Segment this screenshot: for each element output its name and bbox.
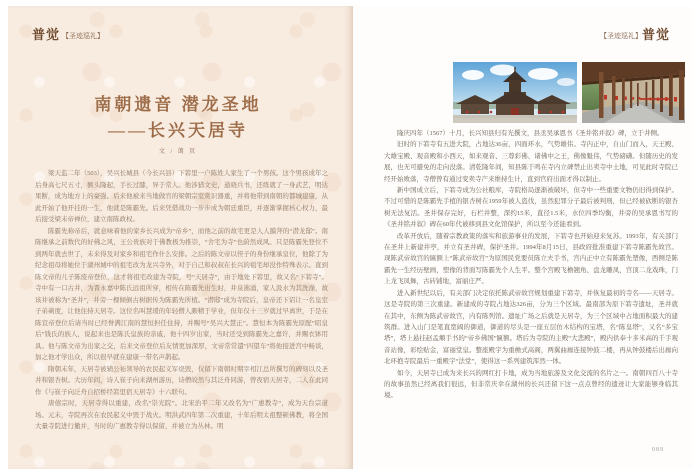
paragraph: 梁天监二年（503），吴兴长城县（今长兴县）下箬里一户陈姓人家生了一个男孩。这个男孩成年之后身高七尺五寸，额头隆起，手长过膝，异于常人。他涉猎文史，通晓兵书，还练就了一身武艺，明达果断，成为地方上的豪强。后来他被来当地做官的梁朝宗室赏识器重，并将他带到南朝的都城建康，从此开始了他开挂的一生，他就是陈霸先。后来凭借战功一步步成为朝廷重臣，并逐渐掌握核心权力，最后接受梁末帝禅位，建立南陈政权。: [35, 170, 328, 223]
page-number: 089: [652, 447, 664, 453]
article-byline: 文 / 蔼 页: [158, 149, 198, 155]
left-page-body: [35, 168, 328, 450]
right-page-header: [598, 24, 670, 44]
section-tag: 【圣迹巡礼】: [62, 32, 105, 40]
article-title-line1: 南朝遗音 潜龙圣地: [94, 95, 262, 114]
left-page: [8, 6, 353, 469]
paragraph: 旧时的下箬寺有五进大院，占地达36亩，四面环水，气势雄伟。寺内正中，自山门而入，天王殿、大雄宝殿、观音殿和小西天，如来观音、三尊彩佛、诸佛中之王，佛像魁伟，气势磅礴。但随历史的发展，也无可避免的走向没落。清乾隆年间，知县陈于鸣在寺内立碑禁止出卖寺中土地，可见此时寺院已经开始败落，寺僧曾有通过变卖寺产来维持生计，直到官府出面才得以制止。: [384, 141, 678, 183]
brand-logo: 普觉: [641, 27, 670, 42]
paragraph: 新中国成立后，下箬寺成为公社粮库，寺院格局逐渐被破坏，但寺中一些重要文物仍旧得到保护。不过可惜的是陈霸先手植的银杏树在1959年被人盗伐，虽然犯罪分子最后被判刑，但已经被砍断的银杏树无法复活。圣井保存完好，石栏井整，深约15米，直径1.5米，水位四季均衡，井旁的吴承恩书写的《圣井铭并叙》碑在60年代被移到县文化馆保护，所以至今还能看到。: [384, 187, 678, 229]
paragraph: 进入新世纪以后，有关部门决定依托陈武帝故宫规划重建下箬寺，并恢复最初的寺名——天居寺。这是寺院的第三次重建。新建成的寺院占地达326亩，分为三个区域。最南部为原下箬寺遗址，圣井就在其中，东侧为陈武帝故宫，内有陈列馆。遗址广场之后就是天居寺，为三个区域中占地面积最大的建筑群。进入山门是笔直宽阔的御道，御道的尽头是一座五层仿木结构的宝塔，名“陈皇塔”，又名“多宝塔”，塔上悬挂赵孟頫手书的“帝乡佛国”匾额。塔后为寺院的主殿“大悲殿”，殿内供奉十多米高的千手观音站像，彩绘贴金，富丽堂皇。整座殿宇为重檐式高阁，两翼曲廊连接钟鼓二楼，再从钟鼓楼后出廊向北环抱寺院最后一重殿宇“法堂”，使得这一系列建筑浑然一体。: [384, 289, 678, 366]
right-page: [353, 6, 692, 469]
brand-logo: 普觉: [32, 27, 61, 42]
article-title-line2: ——长兴天居寺: [108, 121, 248, 140]
right-page-body: [384, 128, 678, 428]
temple-illustration: [453, 62, 577, 123]
paragraph: 隋朝末年，天居寺被辅公祏领导的农民起义军烧毁，仅留下南朝时期宰相江总所撰写的碑刻以及圣井和银杏树。大历年间，诗人崔子向来湖州游历，诗僧皎然与其泛舟同游，曾夜宿天居寺，二人在此同作《与崔子向泛舟自招桥经箬里宿天居寺》十六联句。: [35, 365, 328, 396]
photo-temple-front: [453, 62, 577, 123]
magazine-spread: [8, 6, 692, 469]
photo-lantern-corridor: [582, 62, 685, 123]
paragraph: 唐僖宗时，天居寺得以重建，改名“崇光院”。北宋治平二年又改名为“广惠教寺”，成为天台宗道场。元末，寺院再次在农民起义中毁于战火。明洪武四年第二次重建，十年后明太祖整顿佛教，将全国大量寺院进行撤并，当时的广惠教寺得以保留，并被立为丛林。明: [35, 400, 328, 430]
corridor-illustration: [582, 62, 685, 123]
paragraph: 陈霸先称帝后，就意味着他的家乡长兴成为“帝乡”，而他之前的故宅更是人人膜拜的“潜龙邸”。南陈继承之前数代的好佛之风，王公贵族对于佛教极为推崇，“舍宅为寺”也蔚然成风。只是陈霸先登位不到两年就去世了，未来得及对家乡和祖宅作什么安排。之后的陈文帝以侄子的身份继承皇位，他除了为纪念祖母将她位于湖州城中的祖宅改为龙兴寺外，对于自己和叔叔在长兴的祖宅却没作特殊表示。直到陈文帝的儿子陈废帝登位，这才将祖宅改建为寺院，号“天居寺”，由于地处下箬里，故又名“下箬寺”。寺中有一口古井，为晋永嘉中陈氏远祖所穿，相传在陈霸先出生时，井泉沸涌，家人汲水为其洗澡，故该井被称为“圣井”，井旁一棵倾倒古树据传为陈霸先所植。“潜邸”成为寺院后，皇帝还下诏让一名皇室子弟剃度，让他住持天居寺。这位名叫慧瑗的年轻僧人颇精于学业，但年仅十三岁就过早离世，于是在陈宣帝登位后请当时已经誉满江南的慧恒担任住持，并赐号“吴兴大慧正”。慧恒本为陈霸先原配“昭皇后”钱氏的族人，说起来也是陈氏皇族的亲戚，他十四岁出家，当时还受到陈霸先之嘉许，并赐衣钵用具。他与陈文帝为出家之交，后来文帝登位后友情更加深厚，文帝常常遣“四望车”将他接进宫中畅谈，加之他才学出众，所以很早就在建康一带名声鹊起。: [35, 227, 328, 361]
photo-row: [453, 62, 685, 123]
paragraph: 如今，天居寺已成为来长兴的网红打卡地，成为当地旅游及文化交流的名片之一。南朝四百八十寺的故事虽然已经离我们很远，但非常庆幸在湖州的长兴还留下这一点点曾经的遗迹让大家能够身临其境。: [384, 369, 678, 400]
section-tag: 【圣迹巡礼】: [599, 32, 642, 40]
left-page-header: [32, 24, 104, 44]
paragraph: 改革开放后，随着宗教政策的落实和旅游事业的发展，下箬寺也开始迎来复苏。1993年，有关部门在圣井上新建井亭，并立有圣井碑，保护圣井。1994年8月15日，县政府批准重建下箬寺陈霸先故宫。现陈武帝故宫的匾额上“陈武帝故宫”为原国民党要员陈立夫手书，宫内正中立有陈霸先塑像，西侧是陈霸先一生经历壁画，塑像的背面写陈霸先个人生平。整个宫殿飞檐翘角、盘龙雕凤，宫顶二龙戏珠，门上龙飞凤舞，古砖铺地，富丽庄严。: [384, 232, 678, 286]
paragraph: 隆庆四年（1567）十月，长兴知县归有光撰文，县丞吴承恩书《圣井铭并叙》碑，立于井侧。: [397, 130, 664, 137]
